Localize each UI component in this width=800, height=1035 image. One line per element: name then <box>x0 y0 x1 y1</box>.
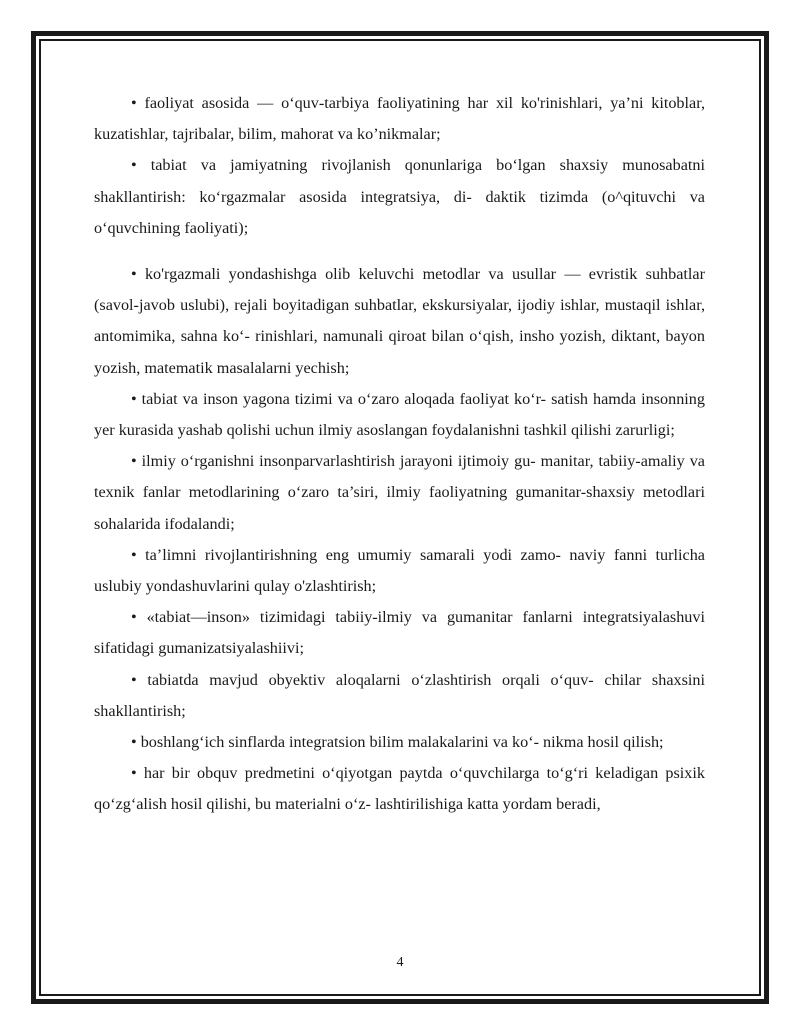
page-number: 4 <box>396 955 404 970</box>
bullet-paragraph: • «tabiat—inson» tizimidagi tabiiy-ilmiy va gumanitar fanlarni integratsiyalashuvi sifatidagi gumanizatsiyalashiivi; <box>94 608 705 658</box>
bullet-paragraph: • ta’limni rivojlantirishning eng umumiy samarali yodi zamo- naviy fanni turlicha uslubiy yondashuvlarini qulay o'zlashtirish; <box>94 545 705 596</box>
bullet-paragraph: • tabiat va inson yagona tizimi va o‘zaro aloqada faoliyat ko‘r- satish hamda insonning yer kurasida yashab qolishi uchun ilmiy asoslangan foydalanishni tashkil qilishi zarurligi; <box>94 389 705 440</box>
bullet-paragraph: • ko'rgazmali yondashishga olib keluvchi metodlar va usullar — evristik suhbatlar (savol-javob uslubi), rejali boyitadigan suhbatlar, ekskursiyalar, ijodiy ishlar, mustaqil ishlar, antomimika, sahna ko‘- rinishlari, namunali qiroat bilan o‘qish, insho yozish, diktant, bayon yozish, matematik masalalarni yechish; <box>94 265 705 377</box>
bullet-paragraph: • boshlang‘ich sinflarda integratsion bilim malakalarini va ko‘- nikma hosil qilish; <box>131 733 664 752</box>
bullet-paragraph: • tabiat va jamiyatning rivojlanish qonunlariga bo‘lgan shaxsiy munosabatni shakllantirish: ko‘rgazmalar asosida integratsiya, di- daktik tizimda (o^qituvchi va o‘quvchining faoliyati); <box>94 156 705 237</box>
bullet-paragraph: • har bir obquv predmetini o‘qiyotgan paytda o‘quvchilarga to‘g‘ri keladigan psixik qo‘zg‘alish hosil qilishi, bu materialni o‘z- lashtirilishiga katta yordam beradi, <box>94 764 705 814</box>
bullet-paragraph: • tabiatda mavjud obyektiv aloqalarni o‘zlashtirish orqali o‘quv- chilar shaxsini shakllantirish; <box>94 670 705 720</box>
bullet-paragraph: • ilmiy o‘rganishni insonparvarlashtirish jarayoni ijtimoiy gu- manitar, tabiiy-amaliy va texnik fanlar metodlarining o‘zaro ta’siri, ilmiy faoliyatning gumanitar-shaxsiy metodlari sohalarida ifodalandi; <box>94 452 705 533</box>
bullet-paragraph: • faoliyat asosida — o‘quv-tarbiya faoliyatining har xil ko'rinishlari, ya’ni kitoblar, kuzatishlar, tajribalar, bilim, mahorat va ko’nikmalar; <box>94 94 705 144</box>
page-body <box>94 88 705 821</box>
